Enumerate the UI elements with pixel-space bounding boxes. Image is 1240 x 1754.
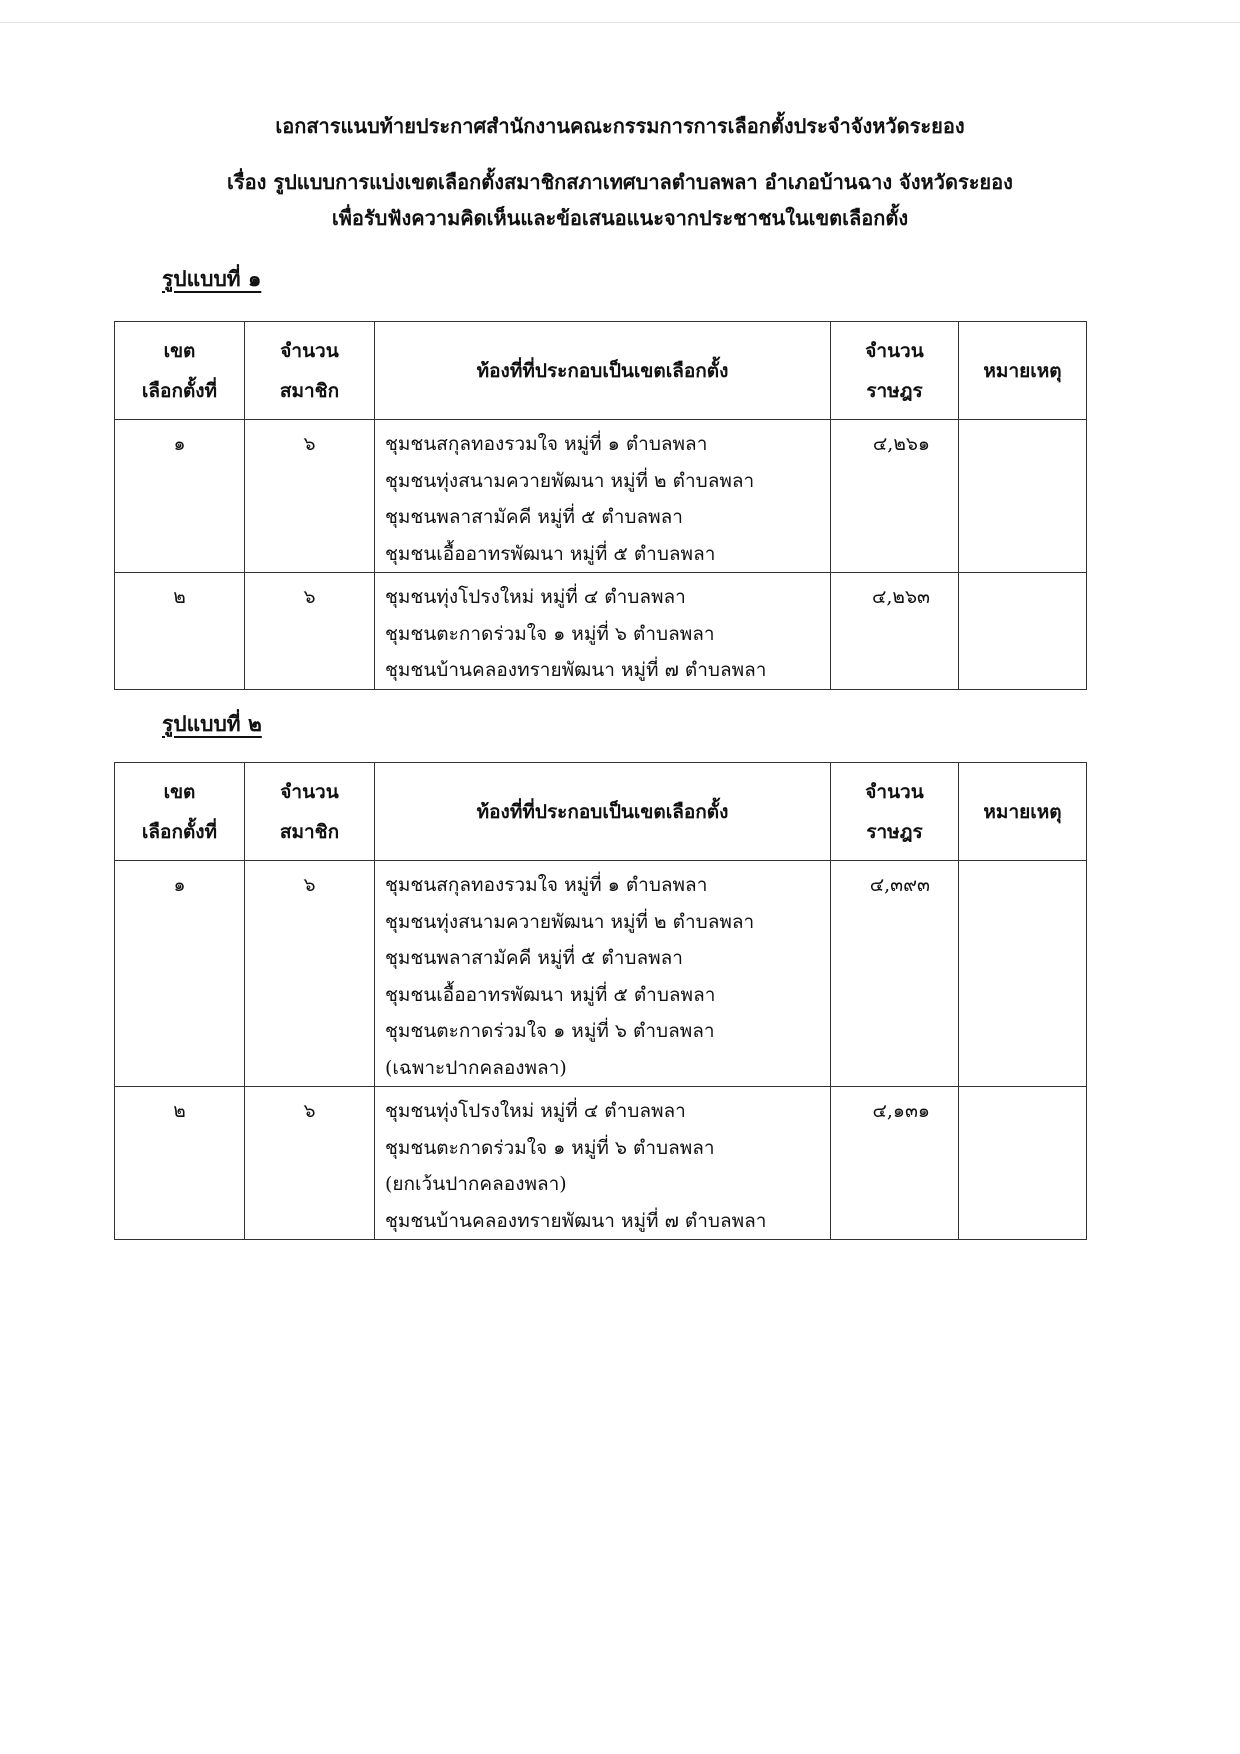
document-subject: เรื่อง รูปแบบการแบ่งเขตเลือกตั้งสมาชิกสภาเทศบาลตำบลพลา อำเภอบ้านฉาง จังหวัดระยอง [227,170,1013,194]
remark-cell [959,420,1087,573]
column-header-remark: หมายเหตุ [959,763,1087,861]
area-item: ชุมชนตะกาดร่วมใจ ๑ หมู่ที่ ๖ ตำบลพลา [385,1020,715,1042]
column-header-members: จำนวน สมาชิก [245,763,375,861]
section-label-option-1: รูปแบบที่ ๑ [162,266,262,291]
remark-cell [959,861,1087,1087]
column-header-population: จำนวน ราษฎร [831,763,959,861]
area-list [375,861,831,1087]
district-table-option-2 [114,762,1087,1240]
area-item: ชุมชนสกุลทองรวมใจ หมู่ที่ ๑ ตำบลพลา [385,874,708,896]
area-item: ชุมชนสกุลทองรวมใจ หมู่ที่ ๑ ตำบลพลา [385,433,708,455]
column-header-district: เขต เลือกตั้งที่ [115,322,245,420]
member-count: ๖ [245,861,375,1087]
area-item: ชุมชนเอื้ออาทรพัฒนา หมู่ที่ ๕ ตำบลพลา [385,542,716,565]
area-item: ชุมชนตะกาดร่วมใจ ๑ หมู่ที่ ๖ ตำบลพลา [385,622,715,645]
member-count: ๖ [245,1087,375,1240]
district-number: ๒ [115,1087,245,1240]
area-list [375,573,831,690]
remark-cell [959,573,1087,690]
area-item: ชุมชนพลาสามัคคี หมู่ที่ ๕ ตำบลพลา [385,947,683,969]
member-count: ๖ [245,420,375,573]
member-count: ๖ [245,573,375,690]
population-count: ๔,๑๓๑ [831,1087,959,1240]
document-title: เอกสารแนบท้ายประกาศสำนักงานคณะกรรมการการเลือกตั้งประจำจังหวัดระยอง [275,114,965,138]
column-header-area: ท้องที่ที่ประกอบเป็นเขตเลือกตั้ง [375,322,831,420]
section-label-option-2: รูปแบบที่ ๒ [162,711,262,736]
column-header-remark: หมายเหตุ [959,322,1087,420]
area-item: ชุมชนทุ่งโปรงใหม่ หมู่ที่ ๔ ตำบลพลา [385,586,686,608]
population-count: ๔,๒๖๓ [831,573,959,690]
area-item: ชุมชนบ้านคลองทรายพัฒนา หมู่ที่ ๗ ตำบลพลา [385,1209,767,1232]
table-row [115,420,1087,573]
area-item: ชุมชนพลาสามัคคี หมู่ที่ ๕ ตำบลพลา [385,506,683,528]
remark-cell [959,1087,1087,1240]
page-top-border [0,22,1240,23]
area-item: ชุมชนเอื้ออาทรพัฒนา หมู่ที่ ๕ ตำบลพลา [385,983,716,1006]
column-header-area: ท้องที่ที่ประกอบเป็นเขตเลือกตั้ง [375,763,831,861]
district-table-option-1 [114,321,1087,690]
table-row [115,861,1087,1087]
area-item: ชุมชนทุ่งโปรงใหม่ หมู่ที่ ๔ ตำบลพลา [385,1100,686,1122]
table-row [115,1087,1087,1240]
column-header-population: จำนวน ราษฎร [831,322,959,420]
area-item: ชุมชนบ้านคลองทรายพัฒนา หมู่ที่ ๗ ตำบลพลา [385,659,767,681]
column-header-district: เขต เลือกตั้งที่ [115,763,245,861]
area-item: ชุมชนทุ่งสนามควายพัฒนา หมู่ที่ ๒ ตำบลพลา [385,469,755,492]
area-item: (เฉพาะปากคลองพลา) [385,1056,567,1079]
area-item: ชุมชนทุ่งสนามควายพัฒนา หมู่ที่ ๒ ตำบลพลา [385,910,755,933]
column-header-members: จำนวน สมาชิก [245,322,375,420]
area-item: (ยกเว้นปากคลองพลา) [385,1173,567,1195]
population-count: ๔,๓๙๓ [831,861,959,1087]
district-number: ๒ [115,573,245,690]
area-item: ชุมชนตะกาดร่วมใจ ๑ หมู่ที่ ๖ ตำบลพลา [385,1136,715,1159]
table-header-row [115,322,1087,420]
district-number: ๑ [115,861,245,1087]
document-purpose: เพื่อรับฟังความคิดเห็นและข้อเสนอแนะจากประชาชนในเขตเลือกตั้ง [331,206,909,230]
table-header-row [115,763,1087,861]
district-number: ๑ [115,420,245,573]
table-row [115,573,1087,690]
area-list [375,1087,831,1240]
population-count: ๔,๒๖๑ [831,420,959,573]
area-list [375,420,831,573]
